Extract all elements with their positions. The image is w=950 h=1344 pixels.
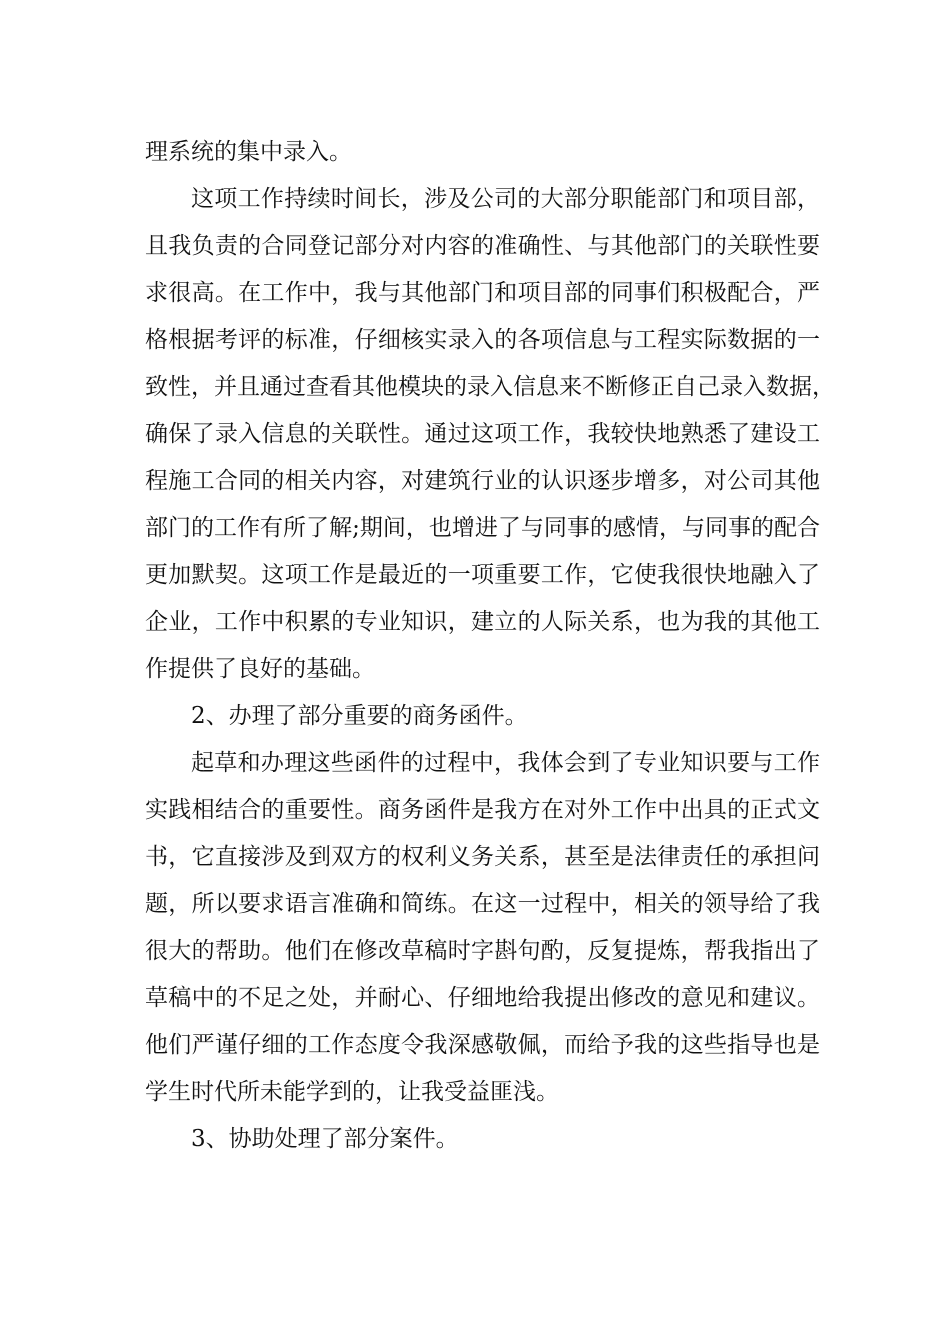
text-line: 这项工作持续时间长，涉及公司的大部分职能部门和项目部，: [191, 186, 820, 212]
section-heading: 3、协助处理了部分案件。: [191, 1126, 459, 1152]
text-line: 起草和办理这些函件的过程中，我体会到了专业知识要与工作: [191, 750, 820, 776]
text-line: 学生时代所未能学到的，让我受益匪浅。: [145, 1079, 559, 1105]
text-line: 致性，并且通过查看其他模块的录入信息来不断修正自己录入数据，: [145, 374, 835, 400]
text-line: 很大的帮助。他们在修改草稿时字斟句酌，反复提炼，帮我指出了: [145, 938, 820, 964]
text-line: 作提供了良好的基础。: [145, 656, 375, 682]
text-line: 更加默契。这项工作是最近的一项重要工作，它使我很快地融入了: [145, 562, 820, 588]
text-line: 部门的工作有所了解;期间，也增进了与同事的感情，与同事的配合: [145, 515, 820, 541]
text-line: 他们严谨仔细的工作态度令我深感敬佩，而给予我的这些指导也是: [145, 1032, 820, 1058]
text-line: 实践相结合的重要性。商务函件是我方在对外工作中出具的正式文: [145, 797, 820, 823]
text-line: 题，所以要求语言准确和简练。在这一过程中，相关的领导给了我: [145, 891, 820, 917]
text-line: 求很高。在工作中，我与其他部门和项目部的同事们积极配合，严: [145, 280, 820, 306]
text-line: 草稿中的不足之处，并耐心、仔细地给我提出修改的意见和建议。: [145, 985, 820, 1011]
text-line: 书，它直接涉及到双方的权利义务关系，甚至是法律责任的承担问: [145, 844, 820, 870]
text-line: 企业，工作中积累的专业知识，建立的人际关系，也为我的其他工: [145, 609, 820, 635]
text-line: 格根据考评的标准，仔细核实录入的各项信息与工程实际数据的一: [145, 327, 820, 353]
text-line: 确保了录入信息的关联性。通过这项工作，我较快地熟悉了建设工: [145, 421, 820, 447]
document-body: [145, 129, 835, 1163]
section-heading: 2、办理了部分重要的商务函件。: [191, 703, 528, 729]
text-line: 程施工合同的相关内容，对建筑行业的认识逐步增多，对公司其他: [145, 468, 820, 494]
text-line: 且我负责的合同登记部分对内容的准确性、与其他部门的关联性要: [145, 233, 820, 259]
text-line: 理系统的集中录入。: [145, 139, 352, 165]
